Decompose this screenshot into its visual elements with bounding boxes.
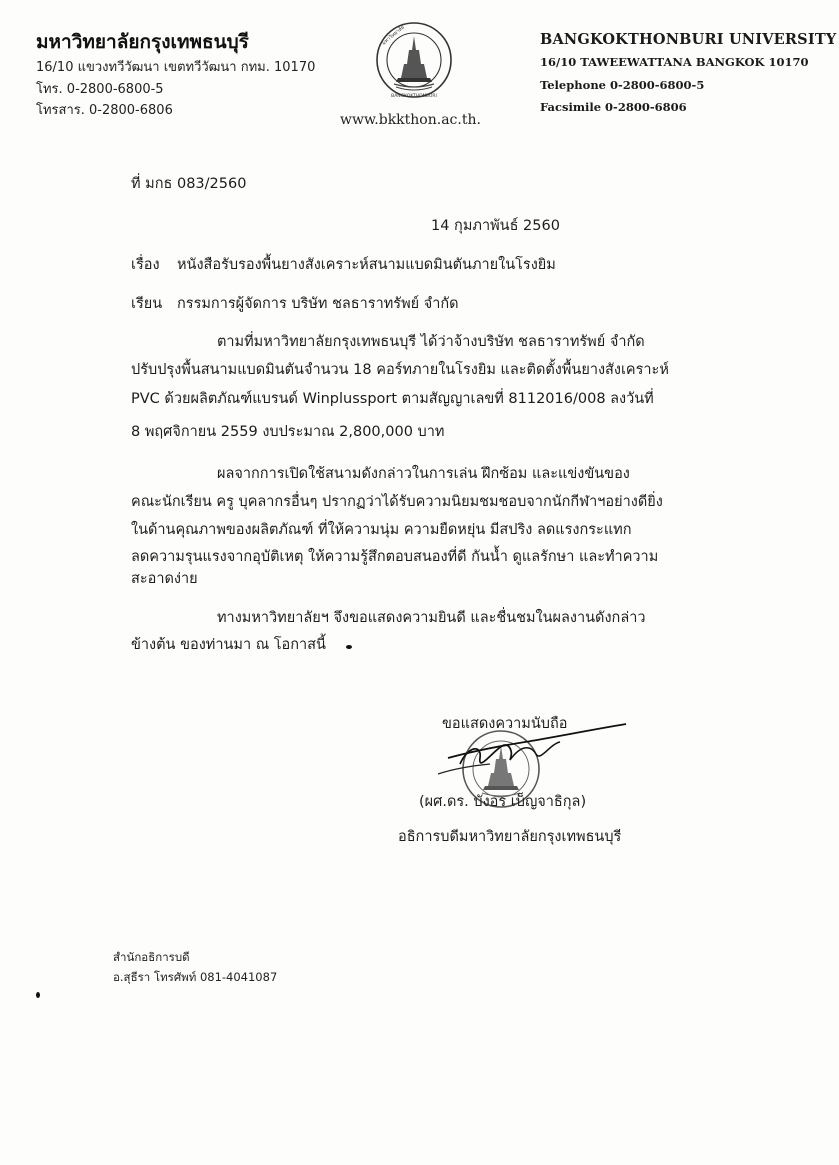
phone-english: Telephone 0-2800-6800-5: [540, 78, 705, 92]
fax-english: Facsimile 0-2800-6806: [540, 100, 687, 114]
recipient-text: กรรมการผู้จัดการ บริษัท ชลธาราทรัพย์ จำกัด: [177, 296, 459, 312]
office-name: สำนักอธิการบดี: [113, 950, 190, 964]
ink-speck: [346, 645, 352, 649]
university-name-english: BANGKOKTHONBURI UNIVERSITY: [540, 31, 837, 48]
phone-thai: โทร. 0-2800-6800-5: [36, 82, 164, 97]
paragraph-line: ผลจากการเปิดใช้สนามดังกล่าวในการเล่น ฝึกซ้อม และแข่งขันของ: [217, 466, 630, 482]
signer-title: อธิการบดีมหาวิทยาลัยกรุงเทพธนบุรี: [398, 829, 622, 845]
paragraph-line: PVC ด้วยผลิตภัณฑ์แบรนด์ Winplussport ตามสัญญาเลขที่ 8112016/008 ลงวันที่: [131, 391, 654, 407]
recipient-label: เรียน: [131, 296, 163, 312]
contact-info: อ.สุธีรา โทรศัพท์ 081-4041087: [113, 970, 278, 984]
subject-label: เรื่อง: [131, 257, 160, 273]
reference-number: ที่ มกธ 083/2560: [131, 176, 247, 192]
paragraph-line: สะอาดง่าย: [131, 571, 198, 587]
signer-name: (ผศ.ดร. บังอร เบ็ญจาธิกุล): [419, 794, 587, 810]
paragraph-line: ข้างต้น ของท่านมา ณ โอกาสนี้: [131, 637, 326, 653]
paragraph-line: ลดความรุนแรงจากอุบัติเหตุ ให้ความรู้สึกตอบสนองที่ดี กันน้ำ ดูแลรักษา และทำความ: [131, 549, 659, 565]
university-name-thai: มหาวิทยาลัยกรุงเทพธนบุรี: [36, 31, 249, 53]
closing: ขอแสดงความนับถือ: [442, 716, 568, 732]
svg-text:BANGKOKTHONBURI: BANGKOKTHONBURI: [391, 94, 437, 99]
address-thai: 16/10 แขวงทวีวัฒนา เขตทวีวัฒนา กทม. 10170: [36, 60, 316, 75]
paragraph-line: ตามที่มหาวิทยาลัยกรุงเทพธนบุรี ได้ว่าจ้างบริษัท ชลธาราทรัพย์ จำกัด: [217, 334, 645, 350]
paragraph-line: ทางมหาวิทยาลัยฯ จึงขอแสดงความยินดี และชื่นชมในผลงานดังกล่าว: [217, 610, 646, 626]
handwritten-signature-icon: [430, 716, 640, 786]
paragraph-line: ปรับปรุงพื้นสนามแบดมินตันจำนวน 18 คอร์ทภายในโรงยิม และติดตั้งพื้นยางสังเคราะห์: [131, 362, 669, 378]
address-english: 16/10 TAWEEWATTANA BANGKOK 10170: [540, 55, 809, 69]
fax-thai: โทรสาร. 0-2800-6806: [36, 103, 173, 118]
temple-seal-icon: [374, 20, 454, 100]
svg-text:มหาวิทยาลัย: มหาวิทยาลัย: [381, 24, 406, 47]
paragraph-line: คณะนักเรียน ครู บุคลากรอื่นๆ ปรากฏว่าได้รับความนิยมชมชอบจากนักกีฬาฯอย่างดียิ่ง: [131, 494, 663, 510]
paragraph-line: ในด้านคุณภาพของผลิตภัณฑ์ ที่ให้ความนุ่ม ความยืดหยุ่น มีสปริง ลดแรงกระแทก: [131, 522, 632, 538]
paragraph-line: 8 พฤศจิกายน 2559 งบประมาณ 2,800,000 บาท: [131, 424, 445, 440]
ink-speck: [36, 992, 40, 998]
letter-date: 14 กุมภาพันธ์ 2560: [431, 218, 560, 234]
website: www.bkkthon.ac.th.: [340, 112, 481, 128]
subject-text: หนังสือรับรองพื้นยางสังเคราะห์สนามแบดมินตันภายในโรงยิม: [177, 257, 556, 273]
